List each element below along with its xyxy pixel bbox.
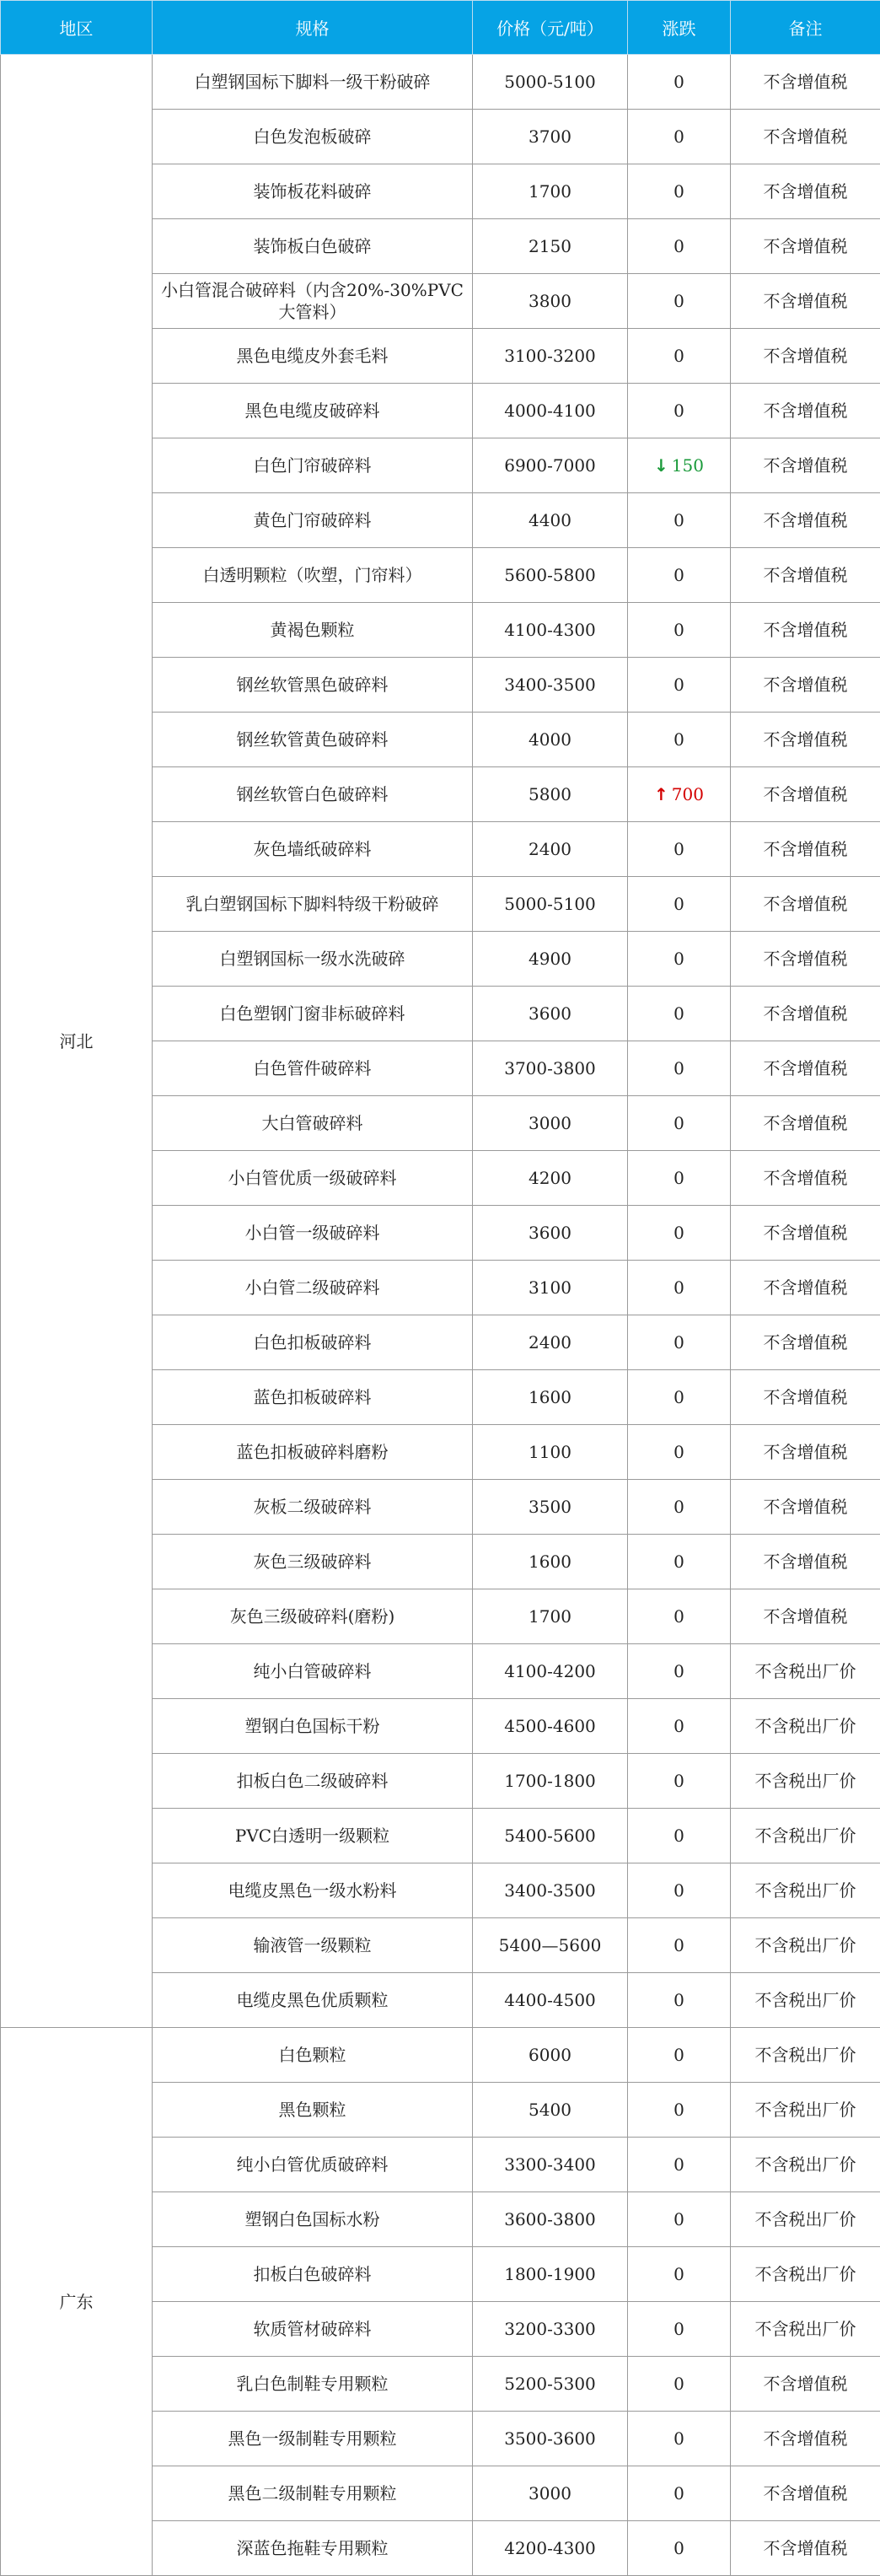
change-cell: 0 <box>628 2466 731 2521</box>
change-cell: 0 <box>628 1151 731 1206</box>
spec-cell: 装饰板白色破碎 <box>153 219 473 274</box>
price-cell: 5000-5100 <box>473 877 628 932</box>
price-cell: 3300-3400 <box>473 2138 628 2192</box>
table-header <box>1 1 880 55</box>
note-cell: 不含增值税 <box>731 2412 880 2466</box>
note-cell: 不含增值税 <box>731 822 880 877</box>
price-cell: 1600 <box>473 1370 628 1425</box>
note-cell: 不含增值税 <box>731 877 880 932</box>
note-cell: 不含增值税 <box>731 1480 880 1535</box>
spec-cell: 钢丝软管白色破碎料 <box>153 767 473 822</box>
price-cell: 3500 <box>473 1480 628 1535</box>
header-region: 地区 <box>1 1 153 55</box>
spec-cell: 塑钢白色国标干粉 <box>153 1699 473 1754</box>
spec-cell: 白透明颗粒（吹塑，门帘料） <box>153 548 473 603</box>
spec-cell: 小白管一级破碎料 <box>153 1206 473 1261</box>
table-row <box>1 55 880 110</box>
change-cell: 0 <box>628 1973 731 2028</box>
change-cell: 0 <box>628 1589 731 1644</box>
price-cell: 3100 <box>473 1261 628 1315</box>
change-cell: 0 <box>628 2083 731 2138</box>
price-cell: 5200-5300 <box>473 2357 628 2412</box>
header-row <box>1 1 880 55</box>
price-cell: 4400-4500 <box>473 1973 628 2028</box>
spec-cell: 纯小白管优质破碎料 <box>153 2138 473 2192</box>
note-cell: 不含增值税 <box>731 548 880 603</box>
change-cell <box>628 438 731 493</box>
change-cell: 0 <box>628 1863 731 1918</box>
change-cell: 0 <box>628 1425 731 1480</box>
note-cell: 不含增值税 <box>731 1370 880 1425</box>
spec-cell: 灰色三级破碎料 <box>153 1535 473 1589</box>
spec-cell: 白色颗粒 <box>153 2028 473 2083</box>
spec-cell: 灰色墙纸破碎料 <box>153 822 473 877</box>
change-cell: 0 <box>628 2302 731 2357</box>
change-cell: 0 <box>628 55 731 110</box>
note-cell: 不含税出厂价 <box>731 1918 880 1973</box>
spec-cell: 白色扣板破碎料 <box>153 1315 473 1370</box>
spec-cell: 白塑钢国标下脚料一级干粉破碎 <box>153 55 473 110</box>
note-cell: 不含增值税 <box>731 1261 880 1315</box>
change-cell: 0 <box>628 1809 731 1863</box>
spec-cell: 白色塑钢门窗非标破碎料 <box>153 987 473 1041</box>
price-cell: 1800-1900 <box>473 2247 628 2302</box>
price-cell: 4200 <box>473 1151 628 1206</box>
note-cell: 不含增值税 <box>731 1425 880 1480</box>
spec-cell: 黄褐色颗粒 <box>153 603 473 658</box>
change-cell: 0 <box>628 2138 731 2192</box>
spec-cell: 电缆皮黑色一级水粉料 <box>153 1863 473 1918</box>
price-cell: 3500-3600 <box>473 2412 628 2466</box>
change-cell: 0 <box>628 1480 731 1535</box>
change-value: 150 <box>672 455 704 476</box>
header-price: 价格（元/吨） <box>473 1 628 55</box>
header-change: 涨跌 <box>628 1 731 55</box>
price-cell: 5400—5600 <box>473 1918 628 1973</box>
change-cell: 0 <box>628 1644 731 1699</box>
price-cell: 5800 <box>473 767 628 822</box>
change-cell: 0 <box>628 219 731 274</box>
change-cell: 0 <box>628 877 731 932</box>
spec-cell: 电缆皮黑色优质颗粒 <box>153 1973 473 2028</box>
note-cell: 不含增值税 <box>731 1151 880 1206</box>
price-cell: 3700-3800 <box>473 1041 628 1096</box>
spec-cell: 塑钢白色国标水粉 <box>153 2192 473 2247</box>
change-cell: 0 <box>628 493 731 548</box>
change-cell: 0 <box>628 713 731 767</box>
change-cell: 0 <box>628 658 731 713</box>
price-cell: 3200-3300 <box>473 2302 628 2357</box>
price-cell: 1700 <box>473 1589 628 1644</box>
price-cell: 5400 <box>473 2083 628 2138</box>
price-cell: 4100-4200 <box>473 1644 628 1699</box>
note-cell: 不含增值税 <box>731 1206 880 1261</box>
price-cell: 2150 <box>473 219 628 274</box>
change-value: 700 <box>672 784 704 804</box>
change-cell: 0 <box>628 1535 731 1589</box>
note-cell: 不含增值税 <box>731 932 880 987</box>
price-cell: 3600-3800 <box>473 2192 628 2247</box>
change-cell: 0 <box>628 2521 731 2576</box>
price-cell: 3100-3200 <box>473 329 628 384</box>
note-cell: 不含税出厂价 <box>731 1699 880 1754</box>
note-cell: 不含增值税 <box>731 1535 880 1589</box>
note-cell: 不含税出厂价 <box>731 2083 880 2138</box>
note-cell: 不含税出厂价 <box>731 1754 880 1809</box>
note-cell: 不含税出厂价 <box>731 1973 880 2028</box>
price-cell: 3000 <box>473 1096 628 1151</box>
price-cell: 3000 <box>473 2466 628 2521</box>
spec-cell: 扣板白色二级破碎料 <box>153 1754 473 1809</box>
note-cell: 不含增值税 <box>731 438 880 493</box>
spec-cell: 黑色一级制鞋专用颗粒 <box>153 2412 473 2466</box>
spec-cell: 纯小白管破碎料 <box>153 1644 473 1699</box>
change-cell: 0 <box>628 1370 731 1425</box>
spec-cell: 乳白色制鞋专用颗粒 <box>153 2357 473 2412</box>
spec-cell: PVC白透明一级颗粒 <box>153 1809 473 1863</box>
price-cell: 1700 <box>473 164 628 219</box>
spec-cell: 灰板二级破碎料 <box>153 1480 473 1535</box>
note-cell: 不含增值税 <box>731 110 880 164</box>
change-cell: 0 <box>628 2412 731 2466</box>
price-cell: 5600-5800 <box>473 548 628 603</box>
price-cell: 2400 <box>473 1315 628 1370</box>
price-cell: 4500-4600 <box>473 1699 628 1754</box>
arrow-down-icon: ↓ <box>654 455 668 476</box>
price-cell: 4200-4300 <box>473 2521 628 2576</box>
note-cell: 不含增值税 <box>731 987 880 1041</box>
note-cell: 不含税出厂价 <box>731 2192 880 2247</box>
note-cell: 不含税出厂价 <box>731 1809 880 1863</box>
note-cell: 不含增值税 <box>731 329 880 384</box>
change-cell: 0 <box>628 1699 731 1754</box>
change-cell <box>628 767 731 822</box>
price-cell: 6900-7000 <box>473 438 628 493</box>
note-cell: 不含税出厂价 <box>731 2302 880 2357</box>
note-cell: 不含增值税 <box>731 1096 880 1151</box>
price-cell: 1100 <box>473 1425 628 1480</box>
header-spec: 规格 <box>153 1 473 55</box>
spec-cell: 小白管优质一级破碎料 <box>153 1151 473 1206</box>
change-cell: 0 <box>628 2357 731 2412</box>
change-cell: 0 <box>628 2028 731 2083</box>
change-cell: 0 <box>628 548 731 603</box>
note-cell: 不含增值税 <box>731 2521 880 2576</box>
price-cell: 5400-5600 <box>473 1809 628 1863</box>
note-cell: 不含增值税 <box>731 603 880 658</box>
note-cell: 不含增值税 <box>731 713 880 767</box>
change-cell: 0 <box>628 274 731 329</box>
note-cell: 不含增值税 <box>731 2357 880 2412</box>
price-cell: 4400 <box>473 493 628 548</box>
note-cell: 不含增值税 <box>731 274 880 329</box>
spec-cell: 蓝色扣板破碎料 <box>153 1370 473 1425</box>
change-cell: 0 <box>628 2192 731 2247</box>
spec-cell: 扣板白色破碎料 <box>153 2247 473 2302</box>
spec-cell: 白色发泡板破碎 <box>153 110 473 164</box>
change-cell: 0 <box>628 987 731 1041</box>
note-cell: 不含增值税 <box>731 493 880 548</box>
price-cell: 3600 <box>473 1206 628 1261</box>
spec-cell: 装饰板花料破碎 <box>153 164 473 219</box>
price-cell: 2400 <box>473 822 628 877</box>
table-row <box>1 2028 880 2083</box>
note-cell: 不含增值税 <box>731 658 880 713</box>
note-cell: 不含税出厂价 <box>731 1863 880 1918</box>
note-cell: 不含增值税 <box>731 384 880 438</box>
change-cell: 0 <box>628 1041 731 1096</box>
price-cell: 3400-3500 <box>473 1863 628 1918</box>
spec-cell: 钢丝软管黄色破碎料 <box>153 713 473 767</box>
change-cell: 0 <box>628 329 731 384</box>
note-cell: 不含增值税 <box>731 1589 880 1644</box>
change-cell: 0 <box>628 822 731 877</box>
arrow-up-icon: ↑ <box>654 784 668 804</box>
region-cell: 河北 <box>1 55 153 2028</box>
price-cell: 4100-4300 <box>473 603 628 658</box>
spec-cell: 乳白塑钢国标下脚料特级干粉破碎 <box>153 877 473 932</box>
spec-cell: 黄色门帘破碎料 <box>153 493 473 548</box>
price-cell: 1700-1800 <box>473 1754 628 1809</box>
note-cell: 不含增值税 <box>731 1315 880 1370</box>
price-cell: 5000-5100 <box>473 55 628 110</box>
spec-cell: 钢丝软管黑色破碎料 <box>153 658 473 713</box>
change-cell: 0 <box>628 1096 731 1151</box>
price-cell: 3700 <box>473 110 628 164</box>
spec-cell: 白塑钢国标一级水洗破碎 <box>153 932 473 987</box>
note-cell: 不含增值税 <box>731 1041 880 1096</box>
price-cell: 1600 <box>473 1535 628 1589</box>
spec-cell: 软质管材破碎料 <box>153 2302 473 2357</box>
note-cell: 不含增值税 <box>731 767 880 822</box>
change-cell: 0 <box>628 932 731 987</box>
spec-cell: 输液管一级颗粒 <box>153 1918 473 1973</box>
spec-cell: 小白管混合破碎料（内含20%-30%PVC大管料） <box>153 274 473 329</box>
price-cell: 3600 <box>473 987 628 1041</box>
region-cell: 广东 <box>1 2028 153 2576</box>
change-cell: 0 <box>628 110 731 164</box>
change-cell: 0 <box>628 1315 731 1370</box>
change-cell: 0 <box>628 1918 731 1973</box>
change-cell: 0 <box>628 164 731 219</box>
price-cell: 4900 <box>473 932 628 987</box>
spec-cell: 白色门帘破碎料 <box>153 438 473 493</box>
spec-cell: 小白管二级破碎料 <box>153 1261 473 1315</box>
change-cell: 0 <box>628 603 731 658</box>
note-cell: 不含税出厂价 <box>731 1644 880 1699</box>
note-cell: 不含增值税 <box>731 55 880 110</box>
note-cell: 不含税出厂价 <box>731 2247 880 2302</box>
spec-cell: 黑色二级制鞋专用颗粒 <box>153 2466 473 2521</box>
price-cell: 4000-4100 <box>473 384 628 438</box>
spec-cell: 深蓝色拖鞋专用颗粒 <box>153 2521 473 2576</box>
note-cell: 不含税出厂价 <box>731 2138 880 2192</box>
spec-cell: 黑色颗粒 <box>153 2083 473 2138</box>
table-body <box>1 55 880 2576</box>
spec-cell: 白色管件破碎料 <box>153 1041 473 1096</box>
change-cell: 0 <box>628 2247 731 2302</box>
price-cell: 6000 <box>473 2028 628 2083</box>
price-cell: 4000 <box>473 713 628 767</box>
spec-cell: 灰色三级破碎料(磨粉) <box>153 1589 473 1644</box>
note-cell: 不含增值税 <box>731 2466 880 2521</box>
price-cell: 3800 <box>473 274 628 329</box>
header-note: 备注 <box>731 1 880 55</box>
note-cell: 不含增值税 <box>731 219 880 274</box>
price-cell: 3400-3500 <box>473 658 628 713</box>
note-cell: 不含税出厂价 <box>731 2028 880 2083</box>
change-cell: 0 <box>628 384 731 438</box>
change-cell: 0 <box>628 1261 731 1315</box>
note-cell: 不含增值税 <box>731 164 880 219</box>
spec-cell: 黑色电缆皮外套毛料 <box>153 329 473 384</box>
change-cell: 0 <box>628 1206 731 1261</box>
change-cell: 0 <box>628 1754 731 1809</box>
spec-cell: 蓝色扣板破碎料磨粉 <box>153 1425 473 1480</box>
spec-cell: 大白管破碎料 <box>153 1096 473 1151</box>
spec-cell: 黑色电缆皮破碎料 <box>153 384 473 438</box>
